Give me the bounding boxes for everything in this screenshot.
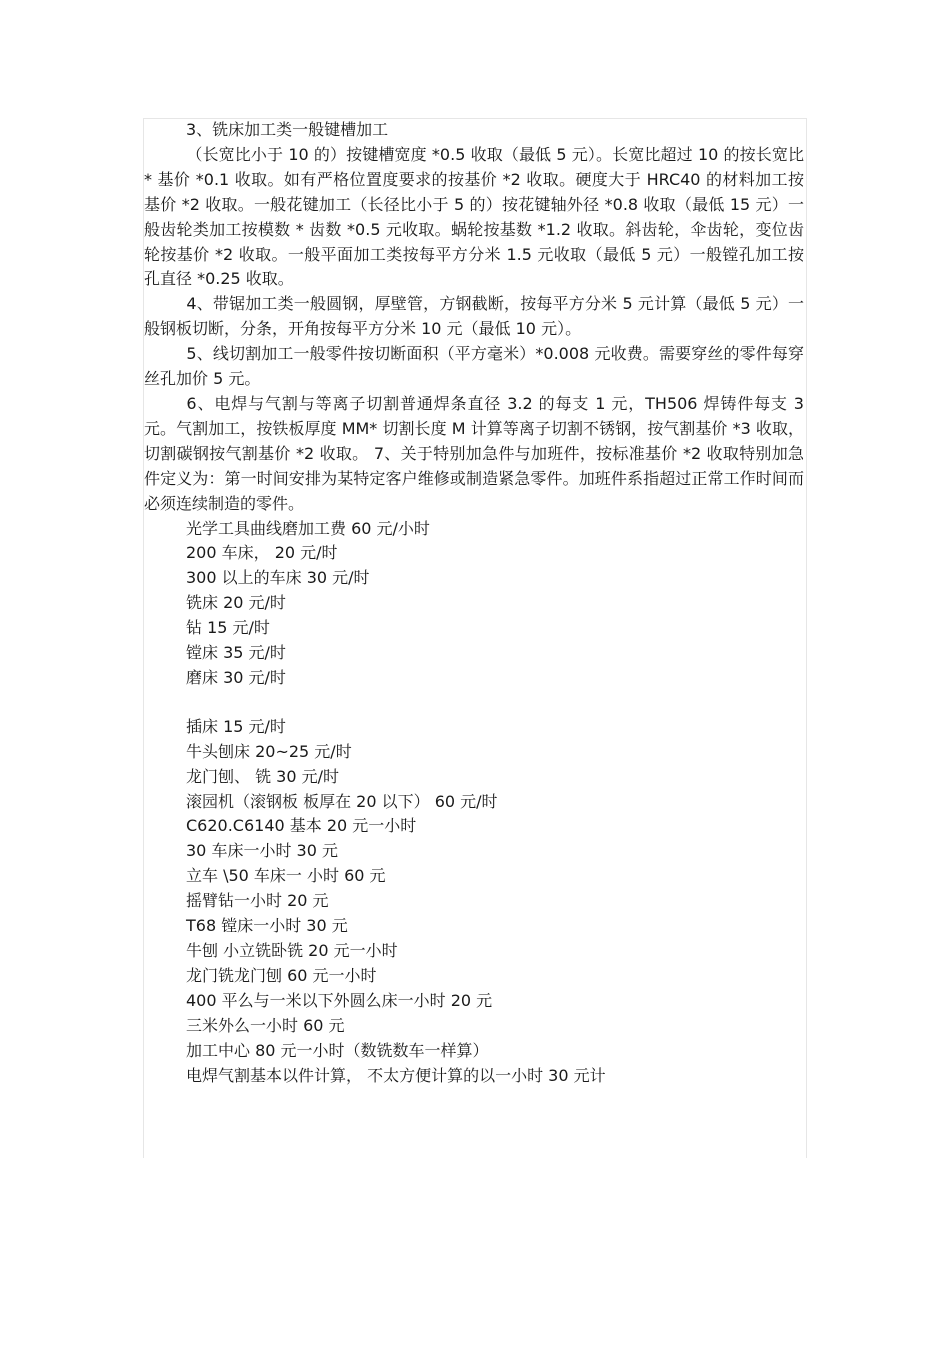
rate-item: 光学工具曲线磨加工费 60 元/小时	[186, 518, 430, 538]
blank-line	[144, 691, 804, 715]
rate-item: 摇臂钻一小时 20 元	[186, 891, 329, 911]
rate-item: 龙门刨、 铣 30 元/时	[186, 766, 340, 786]
rate-item: 200 车床， 20 元/时	[186, 543, 338, 563]
rate-item: T68 镗床一小时 30 元	[186, 916, 348, 936]
rate-item: 三米外么一小时 60 元	[186, 1015, 345, 1035]
rate-item: 插床 15 元/时	[186, 716, 286, 736]
paragraph-wire-cut: 5、线切割加工一般零件按切断面积（平方毫米）*0.008 元收费。需要穿丝的零件每穿丝孔加价 5 元。	[144, 344, 804, 389]
rate-item: 铣床 20 元/时	[186, 593, 286, 613]
rate-item: 300 以上的车床 30 元/时	[186, 568, 370, 588]
rate-item: 龙门铣龙门刨 60 元一小时	[186, 965, 377, 985]
rate-item: 牛刨 小立铣卧铣 20 元一小时	[186, 941, 398, 960]
paragraph-welding: 6、电焊与气割与等离子切割普通焊条直径 3.2 的每支 1 元，TH506 焊铸件每支 3 元。气割加工，按铁板厚度 MM* 切割长度 M 计算等离子切割不锈钢，按气割基价 *3 收取，切割碳钢按气割基价 *2 收取。 7、关于特别加急件与加班件，按标准基价 *2 收取特别加急件定义为：第一时间安排为某特定客户维修或制造紧急零件。加班件系指超过正常工作时间而必须连续制造的零件。	[144, 393, 804, 513]
rate-list-1	[144, 517, 804, 691]
rate-item: 加工中心 80 元一小时（数铣数车一样算）	[186, 1040, 489, 1060]
rate-item: 400 平么与一米以下外圆么床一小时 20 元	[186, 990, 493, 1010]
rate-item: 立车 \50 车床一 小时 60 元	[186, 866, 386, 886]
paragraph-band-saw: 4、带锯加工类一般圆钢，厚壁管，方钢截断，按每平方分米 5 元计算（最低 5 元）一般钢板切断，分条，开角按每平方分米 10 元（最低 10 元）。	[144, 294, 804, 339]
rate-item: 牛头刨床 20~25 元/时	[186, 741, 352, 761]
paragraph-milling: （长宽比小于 10 的）按键槽宽度 *0.5 收取（最低 5 元）。长宽比超过 10 的按长宽比 * 基价 *0.1 收取。如有严格位置度要求的按基价 *2 收取。硬度大于 HRC40 的材料加工按基价 *2 收取。一般花键加工（长径比小于 5 的）按花键轴外径 *0.8 收取（最低 15 元）一般齿轮类加工按模数 * 齿数 *0.5 元收取。蜗轮按基数 *1.2 收取。斜齿轮，伞齿轮，变位齿轮按基价 *2 收取。一般平面加工类按每平方分米 1.5 元收取（最低 5 元）一般镗孔加工按孔直径 *0.25 收取。	[144, 144, 804, 289]
document-body	[144, 118, 804, 1088]
rate-item: 滚园机（滚钢板 板厚在 20 以下） 60 元/时	[186, 791, 498, 811]
rate-item: 镗床 35 元/时	[186, 643, 286, 663]
rate-item: 钻 15 元/时	[186, 618, 270, 638]
section-heading: 3、铣床加工类一般键槽加工	[186, 120, 389, 139]
rate-item: 电焊气割基本以件计算， 不太方便计算的以一小时 30 元计	[186, 1065, 606, 1085]
rate-list-2	[144, 715, 804, 1089]
rate-item: C620.C6140 基本 20 元一小时	[186, 816, 417, 836]
rate-item: 磨床 30 元/时	[186, 667, 286, 687]
rate-item: 30 车床一小时 30 元	[186, 841, 338, 861]
